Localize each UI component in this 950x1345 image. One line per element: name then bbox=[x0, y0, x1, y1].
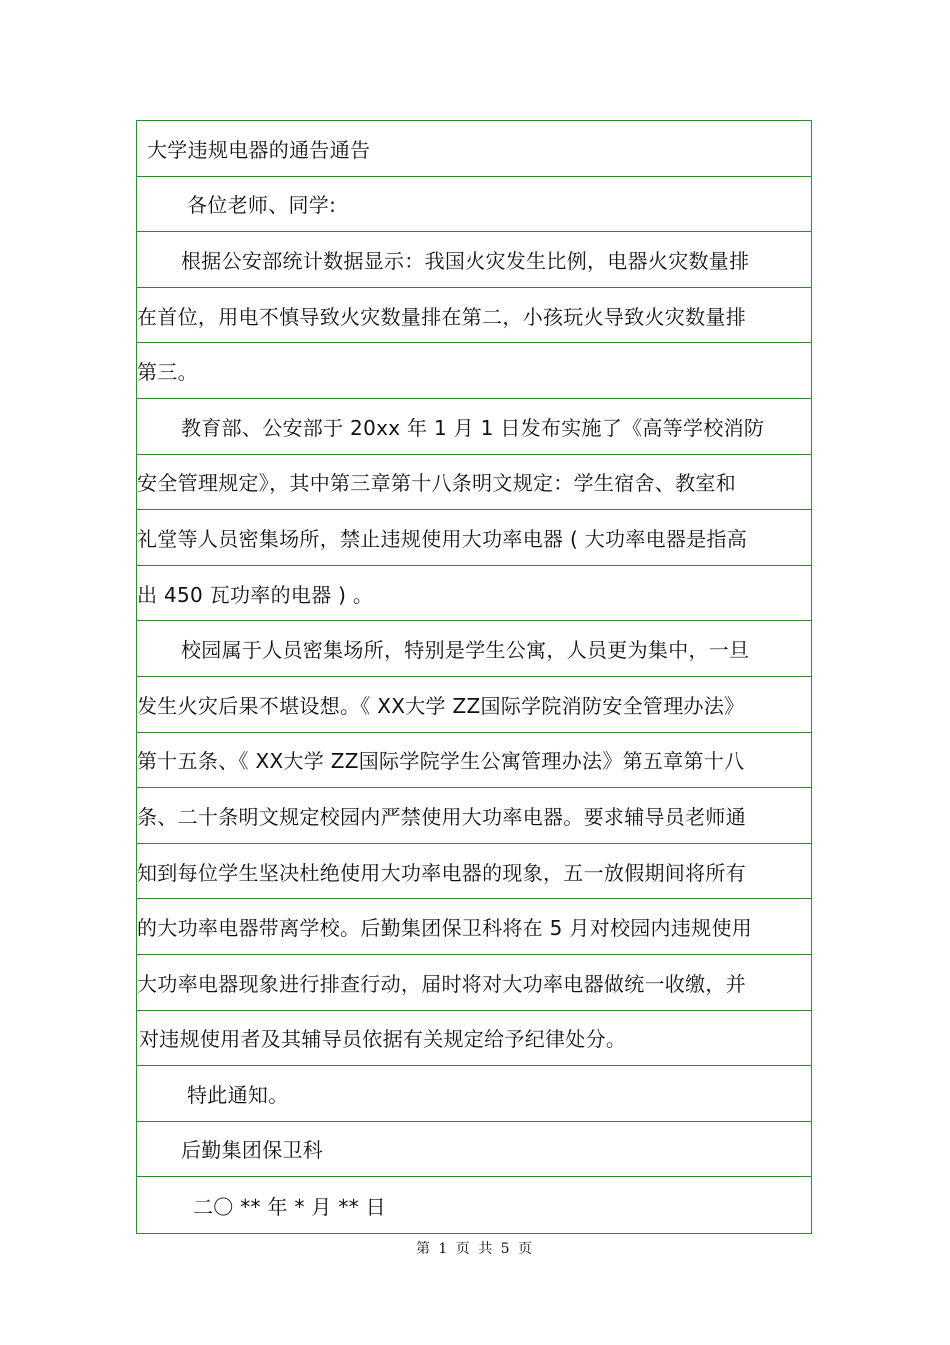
body-line-6: 礼堂等人员密集场所，禁止违规使用大功率电器 ( 大功率电器是指高 bbox=[137, 510, 811, 566]
greeting: 各位老师、同学: bbox=[137, 177, 811, 233]
body-line-10: 第十五条、《 XX大学 ZZ国际学院学生公寓管理办法》第五章第十八 bbox=[137, 733, 811, 789]
body-line-3: 第三。 bbox=[137, 343, 811, 399]
body-line-4: 教育部、公安部于 20xx 年 1 月 1 日发布实施了《高等学校消防 bbox=[137, 399, 811, 455]
body-line-11: 条、二十条明文规定校园内严禁使用大功率电器。要求辅导员老师通 bbox=[137, 788, 811, 844]
body-line-9: 发生火灾后果不堪设想。《 XX大学 ZZ国际学院消防安全管理办法》 bbox=[137, 677, 811, 733]
body-line-14: 大功率电器现象进行排查行动，届时将对大功率电器做统一收缴，并 bbox=[137, 955, 811, 1011]
page-number: 第 1 页 共 5 页 bbox=[415, 1241, 535, 1257]
document-table bbox=[136, 120, 812, 1234]
body-line-5: 安全管理规定》，其中第三章第十八条明文规定：学生宿舍、教室和 bbox=[137, 455, 811, 511]
department-line: 后勤集团保卫科 bbox=[137, 1122, 811, 1178]
body-line-13: 的大功率电器带离学校。后勤集团保卫科将在 5 月对校园内违规使用 bbox=[137, 899, 811, 955]
closing-line: 特此通知。 bbox=[137, 1066, 811, 1122]
body-line-15: 对违规使用者及其辅导员依据有关规定给予纪律处分。 bbox=[137, 1011, 811, 1067]
body-line-2: 在首位，用电不慎导致火灾数量排在第二，小孩玩火导致火灾数量排 bbox=[137, 288, 811, 344]
document-title: 大学违规电器的通告通告 bbox=[137, 121, 811, 177]
body-line-12: 知到每位学生坚决杜绝使用大功率电器的现象，五一放假期间将所有 bbox=[137, 844, 811, 900]
body-line-7: 出 450 瓦功率的电器 ) 。 bbox=[137, 566, 811, 622]
body-line-8: 校园属于人员密集场所，特别是学生公寓，人员更为集中，一旦 bbox=[137, 621, 811, 677]
body-line-1: 根据公安部统计数据显示：我国火灾发生比例，电器火灾数量排 bbox=[137, 232, 811, 288]
date-line: 二〇 ** 年 * 月 ** 日 bbox=[193, 1194, 386, 1219]
